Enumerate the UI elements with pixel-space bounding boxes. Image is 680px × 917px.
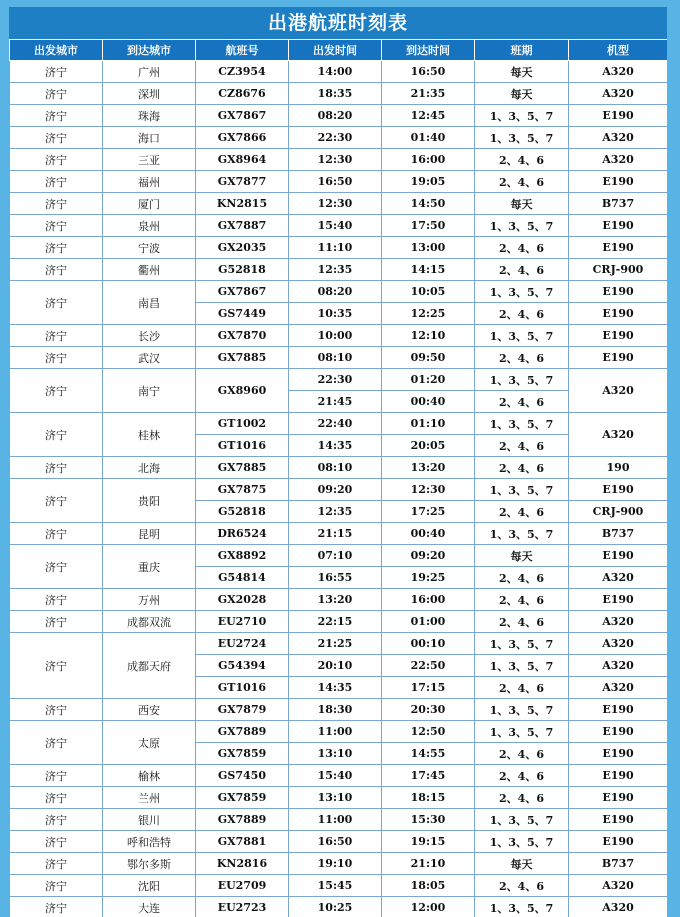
cell-arrival-city: 贵阳	[103, 479, 196, 523]
cell-schedule-days: 2、4、6	[475, 567, 569, 589]
cell-arrival-city: 兰州	[103, 787, 196, 809]
cell-schedule-days: 2、4、6	[475, 391, 569, 413]
cell-departure-time: 10:25	[289, 897, 382, 917]
cell-flight-number: GX8960	[196, 369, 289, 413]
cell-departure-time: 15:40	[289, 765, 382, 787]
cell-departure-time: 18:35	[289, 83, 382, 105]
cell-departure-city: 济宁	[10, 127, 103, 149]
cell-arrival-city: 泉州	[103, 215, 196, 237]
cell-schedule-days: 2、4、6	[475, 303, 569, 325]
cell-departure-time: 16:50	[289, 831, 382, 853]
cell-schedule-days: 2、4、6	[475, 611, 569, 633]
cell-departure-time: 16:50	[289, 171, 382, 193]
table-row	[10, 721, 668, 743]
cell-departure-time: 08:20	[289, 105, 382, 127]
cell-flight-number: EU2709	[196, 875, 289, 897]
table-row	[10, 149, 668, 171]
cell-schedule-days: 1、3、5、7	[475, 105, 569, 127]
cell-arrival-city: 万州	[103, 589, 196, 611]
cell-departure-city: 济宁	[10, 809, 103, 831]
cell-arrival-time: 19:05	[382, 171, 475, 193]
table-row	[10, 61, 668, 83]
table-row	[10, 347, 668, 369]
cell-departure-time: 21:45	[289, 391, 382, 413]
cell-arrival-time: 12:30	[382, 479, 475, 501]
cell-arrival-time: 17:45	[382, 765, 475, 787]
cell-aircraft-type: E190	[569, 237, 668, 259]
table-row	[10, 875, 668, 897]
cell-arrival-time: 16:00	[382, 589, 475, 611]
cell-schedule-days: 1、3、5、7	[475, 721, 569, 743]
cell-departure-time: 10:00	[289, 325, 382, 347]
cell-schedule-days: 2、4、6	[475, 171, 569, 193]
cell-departure-time: 20:10	[289, 655, 382, 677]
cell-departure-time: 14:35	[289, 435, 382, 457]
cell-schedule-days: 1、3、5、7	[475, 699, 569, 721]
table-row	[10, 545, 668, 567]
cell-departure-time: 22:15	[289, 611, 382, 633]
cell-flight-number: GX7867	[196, 105, 289, 127]
cell-arrival-time: 19:15	[382, 831, 475, 853]
cell-arrival-city: 武汉	[103, 347, 196, 369]
cell-aircraft-type: A320	[569, 83, 668, 105]
cell-departure-city: 济宁	[10, 897, 103, 917]
cell-schedule-days: 1、3、5、7	[475, 523, 569, 545]
col-header-arrival-time: 到达时间	[382, 40, 475, 61]
cell-departure-city: 济宁	[10, 83, 103, 105]
cell-departure-time: 08:20	[289, 281, 382, 303]
table-row	[10, 193, 668, 215]
cell-schedule-days: 2、4、6	[475, 501, 569, 523]
cell-arrival-city: 沈阳	[103, 875, 196, 897]
table-row	[10, 765, 668, 787]
cell-flight-number: GX7881	[196, 831, 289, 853]
cell-flight-number: GX2028	[196, 589, 289, 611]
cell-departure-city: 济宁	[10, 853, 103, 875]
cell-aircraft-type: A320	[569, 369, 668, 413]
table-row	[10, 831, 668, 853]
cell-arrival-city: 北海	[103, 457, 196, 479]
cell-aircraft-type: E190	[569, 545, 668, 567]
cell-arrival-time: 13:20	[382, 457, 475, 479]
cell-aircraft-type: A320	[569, 149, 668, 171]
cell-schedule-days: 1、3、5、7	[475, 127, 569, 149]
cell-arrival-city: 呼和浩特	[103, 831, 196, 853]
cell-aircraft-type: A320	[569, 655, 668, 677]
cell-departure-city: 济宁	[10, 523, 103, 545]
cell-departure-time: 22:30	[289, 369, 382, 391]
cell-aircraft-type: E190	[569, 105, 668, 127]
cell-arrival-city: 成都双流	[103, 611, 196, 633]
cell-departure-city: 济宁	[10, 699, 103, 721]
cell-arrival-time: 13:00	[382, 237, 475, 259]
table-body	[10, 61, 668, 917]
cell-flight-number: GX7885	[196, 347, 289, 369]
table-row	[10, 237, 668, 259]
cell-departure-time: 12:30	[289, 149, 382, 171]
cell-arrival-city: 珠海	[103, 105, 196, 127]
cell-departure-time: 15:40	[289, 215, 382, 237]
cell-departure-time: 22:40	[289, 413, 382, 435]
table-row	[10, 105, 668, 127]
cell-flight-number: GX7867	[196, 281, 289, 303]
cell-aircraft-type: E190	[569, 215, 668, 237]
cell-flight-number: G54394	[196, 655, 289, 677]
cell-schedule-days: 2、4、6	[475, 457, 569, 479]
cell-arrival-city: 太原	[103, 721, 196, 765]
cell-departure-city: 济宁	[10, 259, 103, 281]
cell-departure-city: 济宁	[10, 479, 103, 523]
cell-arrival-time: 10:05	[382, 281, 475, 303]
cell-departure-time: 22:30	[289, 127, 382, 149]
table-row	[10, 127, 668, 149]
cell-arrival-time: 01:10	[382, 413, 475, 435]
table-row	[10, 369, 668, 391]
cell-arrival-time: 09:50	[382, 347, 475, 369]
cell-schedule-days: 1、3、5、7	[475, 655, 569, 677]
page-title: 出港航班时刻表	[9, 7, 667, 39]
cell-departure-time: 21:25	[289, 633, 382, 655]
cell-schedule-days: 1、3、5、7	[475, 413, 569, 435]
cell-schedule-days: 每天	[475, 545, 569, 567]
col-header-aircraft-type: 机型	[569, 40, 668, 61]
cell-schedule-days: 2、4、6	[475, 765, 569, 787]
table-row	[10, 853, 668, 875]
cell-arrival-time: 00:40	[382, 523, 475, 545]
cell-departure-city: 济宁	[10, 875, 103, 897]
cell-flight-number: GX7859	[196, 743, 289, 765]
cell-departure-time: 13:10	[289, 743, 382, 765]
cell-aircraft-type: E190	[569, 589, 668, 611]
cell-arrival-city: 成都天府	[103, 633, 196, 699]
table-row	[10, 457, 668, 479]
cell-arrival-city: 福州	[103, 171, 196, 193]
cell-aircraft-type: E190	[569, 831, 668, 853]
cell-arrival-city: 海口	[103, 127, 196, 149]
cell-schedule-days: 每天	[475, 193, 569, 215]
cell-flight-number: G54814	[196, 567, 289, 589]
cell-flight-number: GX7887	[196, 215, 289, 237]
cell-departure-time: 11:10	[289, 237, 382, 259]
cell-flight-number: GX7866	[196, 127, 289, 149]
cell-departure-time: 12:35	[289, 259, 382, 281]
table-row	[10, 325, 668, 347]
cell-aircraft-type: E190	[569, 303, 668, 325]
cell-aircraft-type: A320	[569, 677, 668, 699]
cell-departure-time: 08:10	[289, 347, 382, 369]
cell-arrival-time: 01:20	[382, 369, 475, 391]
cell-arrival-time: 21:35	[382, 83, 475, 105]
cell-flight-number: GS7449	[196, 303, 289, 325]
cell-arrival-time: 18:05	[382, 875, 475, 897]
cell-arrival-city: 银川	[103, 809, 196, 831]
cell-arrival-city: 三亚	[103, 149, 196, 171]
cell-departure-time: 16:55	[289, 567, 382, 589]
cell-flight-number: GX7877	[196, 171, 289, 193]
table-row	[10, 215, 668, 237]
cell-arrival-time: 12:50	[382, 721, 475, 743]
cell-arrival-city: 厦门	[103, 193, 196, 215]
cell-flight-number: KN2815	[196, 193, 289, 215]
cell-departure-time: 12:35	[289, 501, 382, 523]
table-row	[10, 259, 668, 281]
cell-aircraft-type: E190	[569, 325, 668, 347]
table-row	[10, 523, 668, 545]
cell-flight-number: GX8964	[196, 149, 289, 171]
cell-arrival-city: 南昌	[103, 281, 196, 325]
cell-departure-time: 12:30	[289, 193, 382, 215]
cell-departure-time: 11:00	[289, 721, 382, 743]
cell-schedule-days: 1、3、5、7	[475, 809, 569, 831]
cell-arrival-time: 17:50	[382, 215, 475, 237]
col-header-schedule-days: 班期	[475, 40, 569, 61]
cell-departure-time: 08:10	[289, 457, 382, 479]
cell-schedule-days: 2、4、6	[475, 149, 569, 171]
cell-schedule-days: 2、4、6	[475, 743, 569, 765]
cell-departure-time: 11:00	[289, 809, 382, 831]
cell-aircraft-type: E190	[569, 699, 668, 721]
cell-arrival-time: 00:10	[382, 633, 475, 655]
cell-arrival-city: 宁波	[103, 237, 196, 259]
col-header-departure-city: 出发城市	[10, 40, 103, 61]
cell-arrival-time: 21:10	[382, 853, 475, 875]
cell-schedule-days: 每天	[475, 61, 569, 83]
cell-aircraft-type: E190	[569, 809, 668, 831]
cell-arrival-time: 01:40	[382, 127, 475, 149]
cell-arrival-time: 01:00	[382, 611, 475, 633]
cell-schedule-days: 1、3、5、7	[475, 281, 569, 303]
cell-aircraft-type: E190	[569, 347, 668, 369]
cell-flight-number: KN2816	[196, 853, 289, 875]
cell-departure-city: 济宁	[10, 105, 103, 127]
cell-aircraft-type: E190	[569, 281, 668, 303]
cell-flight-number: EU2723	[196, 897, 289, 917]
cell-schedule-days: 2、4、6	[475, 677, 569, 699]
cell-departure-city: 济宁	[10, 61, 103, 83]
cell-departure-time: 13:10	[289, 787, 382, 809]
cell-departure-time: 10:35	[289, 303, 382, 325]
cell-departure-city: 济宁	[10, 325, 103, 347]
cell-arrival-city: 昆明	[103, 523, 196, 545]
cell-departure-time: 14:35	[289, 677, 382, 699]
cell-schedule-days: 1、3、5、7	[475, 325, 569, 347]
cell-aircraft-type: E190	[569, 479, 668, 501]
cell-arrival-time: 17:15	[382, 677, 475, 699]
cell-aircraft-type: A320	[569, 897, 668, 917]
cell-departure-city: 济宁	[10, 369, 103, 413]
cell-flight-number: CZ3954	[196, 61, 289, 83]
header-row	[10, 40, 668, 61]
cell-arrival-time: 20:30	[382, 699, 475, 721]
cell-schedule-days: 2、4、6	[475, 259, 569, 281]
table-row	[10, 171, 668, 193]
cell-departure-city: 济宁	[10, 545, 103, 589]
cell-aircraft-type: E190	[569, 743, 668, 765]
cell-arrival-time: 18:15	[382, 787, 475, 809]
cell-aircraft-type: A320	[569, 127, 668, 149]
cell-arrival-time: 14:15	[382, 259, 475, 281]
cell-schedule-days: 1、3、5、7	[475, 479, 569, 501]
cell-aircraft-type: CRJ-900	[569, 259, 668, 281]
cell-aircraft-type: B737	[569, 193, 668, 215]
cell-arrival-time: 12:25	[382, 303, 475, 325]
cell-schedule-days: 2、4、6	[475, 875, 569, 897]
cell-departure-city: 济宁	[10, 237, 103, 259]
cell-aircraft-type: B737	[569, 523, 668, 545]
cell-arrival-city: 榆林	[103, 765, 196, 787]
cell-flight-number: GS7450	[196, 765, 289, 787]
cell-arrival-city: 桂林	[103, 413, 196, 457]
table-row	[10, 413, 668, 435]
cell-aircraft-type: E190	[569, 171, 668, 193]
cell-arrival-time: 14:50	[382, 193, 475, 215]
cell-flight-number: GX7889	[196, 809, 289, 831]
cell-arrival-time: 12:45	[382, 105, 475, 127]
table-row	[10, 897, 668, 917]
cell-aircraft-type: E190	[569, 765, 668, 787]
cell-flight-number: GX7859	[196, 787, 289, 809]
cell-flight-number: GX8892	[196, 545, 289, 567]
table-row	[10, 281, 668, 303]
cell-flight-number: EU2710	[196, 611, 289, 633]
cell-departure-time: 07:10	[289, 545, 382, 567]
cell-flight-number: G52818	[196, 501, 289, 523]
cell-aircraft-type: B737	[569, 853, 668, 875]
cell-aircraft-type: A320	[569, 61, 668, 83]
cell-arrival-city: 大连	[103, 897, 196, 917]
cell-arrival-time: 22:50	[382, 655, 475, 677]
cell-schedule-days: 1、3、5、7	[475, 215, 569, 237]
table-row	[10, 83, 668, 105]
cell-aircraft-type: A320	[569, 875, 668, 897]
cell-flight-number: GT1016	[196, 677, 289, 699]
cell-departure-city: 济宁	[10, 589, 103, 611]
cell-departure-city: 济宁	[10, 149, 103, 171]
cell-arrival-time: 16:50	[382, 61, 475, 83]
cell-departure-city: 济宁	[10, 831, 103, 853]
col-header-departure-time: 出发时间	[289, 40, 382, 61]
table-row	[10, 611, 668, 633]
cell-arrival-city: 长沙	[103, 325, 196, 347]
cell-flight-number: GX7875	[196, 479, 289, 501]
cell-departure-city: 济宁	[10, 193, 103, 215]
cell-schedule-days: 2、4、6	[475, 589, 569, 611]
cell-arrival-time: 17:25	[382, 501, 475, 523]
cell-arrival-time: 12:10	[382, 325, 475, 347]
cell-schedule-days: 1、3、5、7	[475, 831, 569, 853]
cell-arrival-time: 19:25	[382, 567, 475, 589]
cell-flight-number: GX7885	[196, 457, 289, 479]
cell-departure-city: 济宁	[10, 765, 103, 787]
cell-departure-city: 济宁	[10, 171, 103, 193]
cell-flight-number: GX7870	[196, 325, 289, 347]
cell-departure-city: 济宁	[10, 281, 103, 325]
cell-departure-time: 18:30	[289, 699, 382, 721]
cell-departure-time: 14:00	[289, 61, 382, 83]
cell-arrival-time: 09:20	[382, 545, 475, 567]
cell-schedule-days: 每天	[475, 853, 569, 875]
cell-departure-city: 济宁	[10, 215, 103, 237]
cell-schedule-days: 2、4、6	[475, 435, 569, 457]
cell-flight-number: CZ8676	[196, 83, 289, 105]
cell-departure-city: 济宁	[10, 633, 103, 699]
schedule-sheet	[9, 7, 667, 917]
cell-departure-time: 21:15	[289, 523, 382, 545]
cell-aircraft-type: E190	[569, 787, 668, 809]
cell-arrival-time: 00:40	[382, 391, 475, 413]
cell-schedule-days: 每天	[475, 83, 569, 105]
cell-flight-number: GT1016	[196, 435, 289, 457]
cell-schedule-days: 1、3、5、7	[475, 369, 569, 391]
cell-schedule-days: 2、4、6	[475, 787, 569, 809]
cell-flight-number: G52818	[196, 259, 289, 281]
cell-flight-number: GX7879	[196, 699, 289, 721]
cell-aircraft-type: 190	[569, 457, 668, 479]
cell-departure-time: 15:45	[289, 875, 382, 897]
cell-arrival-time: 12:00	[382, 897, 475, 917]
cell-arrival-city: 广州	[103, 61, 196, 83]
table-row	[10, 633, 668, 655]
cell-arrival-city: 西安	[103, 699, 196, 721]
cell-departure-city: 济宁	[10, 347, 103, 369]
table-row	[10, 699, 668, 721]
cell-flight-number: GX7889	[196, 721, 289, 743]
cell-arrival-time: 16:00	[382, 149, 475, 171]
cell-arrival-city: 南宁	[103, 369, 196, 413]
col-header-flight-number: 航班号	[196, 40, 289, 61]
cell-schedule-days: 1、3、5、7	[475, 897, 569, 917]
cell-arrival-time: 20:05	[382, 435, 475, 457]
cell-schedule-days: 2、4、6	[475, 237, 569, 259]
cell-aircraft-type: A320	[569, 567, 668, 589]
cell-departure-city: 济宁	[10, 721, 103, 765]
cell-arrival-time: 15:30	[382, 809, 475, 831]
table-row	[10, 589, 668, 611]
cell-aircraft-type: A320	[569, 633, 668, 655]
cell-schedule-days: 2、4、6	[475, 347, 569, 369]
cell-flight-number: GT1002	[196, 413, 289, 435]
cell-flight-number: GX2035	[196, 237, 289, 259]
cell-departure-city: 济宁	[10, 787, 103, 809]
cell-arrival-city: 重庆	[103, 545, 196, 589]
flight-schedule-table	[9, 39, 667, 917]
cell-aircraft-type: E190	[569, 721, 668, 743]
cell-arrival-city: 衢州	[103, 259, 196, 281]
table-row	[10, 787, 668, 809]
cell-arrival-city: 鄂尔多斯	[103, 853, 196, 875]
cell-departure-time: 13:20	[289, 589, 382, 611]
table-row	[10, 809, 668, 831]
cell-flight-number: DR6524	[196, 523, 289, 545]
cell-arrival-time: 14:55	[382, 743, 475, 765]
cell-departure-city: 济宁	[10, 457, 103, 479]
cell-departure-city: 济宁	[10, 413, 103, 457]
cell-schedule-days: 1、3、5、7	[475, 633, 569, 655]
col-header-arrival-city: 到达城市	[103, 40, 196, 61]
table-row	[10, 479, 668, 501]
cell-arrival-city: 深圳	[103, 83, 196, 105]
cell-departure-time: 19:10	[289, 853, 382, 875]
cell-aircraft-type: A320	[569, 413, 668, 457]
cell-departure-city: 济宁	[10, 611, 103, 633]
cell-departure-time: 09:20	[289, 479, 382, 501]
cell-aircraft-type: CRJ-900	[569, 501, 668, 523]
cell-flight-number: EU2724	[196, 633, 289, 655]
cell-aircraft-type: A320	[569, 611, 668, 633]
